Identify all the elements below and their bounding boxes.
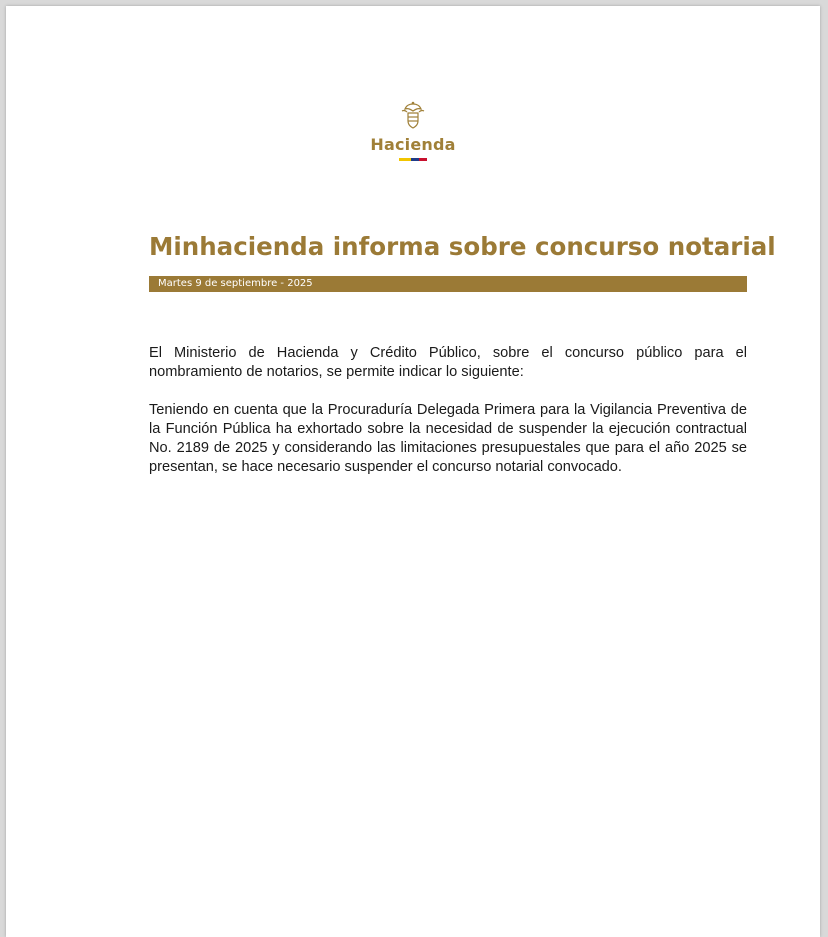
headline: Minhacienda informa sobre concurso notarial xyxy=(149,232,776,261)
date-bar: Martes 9 de septiembre - 2025 xyxy=(149,276,747,292)
coat-of-arms-icon xyxy=(400,101,426,131)
flag-stripe xyxy=(399,158,427,161)
body-text xyxy=(149,344,747,496)
flag-red xyxy=(419,158,427,161)
paragraph: El Ministerio de Hacienda y Crédito Público, sobre el concurso público para el nombramiento de notarios, se permite indicar lo siguiente: xyxy=(149,345,747,380)
logo-text: Hacienda xyxy=(370,135,456,154)
flag-yellow xyxy=(399,158,411,161)
hacienda-logo xyxy=(6,101,820,161)
paragraph: Teniendo en cuenta que la Procuraduría Delegada Primera para la Vigilancia Preventiva de la Función Pública ha exhortado sobre la necesidad de suspender la ejecución contractual No. 2189 de 2025 y considerando las limitaciones presupuestales que para el año 2025 se presentan, se hace necesario suspender el concurso notarial convocado. xyxy=(149,402,747,475)
document-page xyxy=(6,6,820,937)
flag-blue xyxy=(411,158,419,161)
